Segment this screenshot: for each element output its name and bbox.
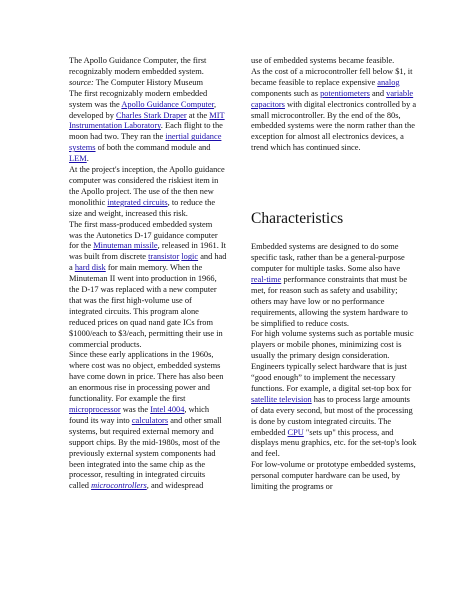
text: The first mass-produced embedded system was the Autonetics D-17 guidance computer for the — [69, 219, 218, 251]
link-hard-disk[interactable]: hard disk — [74, 263, 106, 273]
text: , to reduce the size and weight, increased this risk. — [69, 197, 216, 218]
text: The first recognizably modern embedded system was the — [69, 88, 208, 109]
text: As the cost of a microcontroller fell below $1, it became feasible to replace expensive — [251, 66, 413, 87]
link-potentiometers[interactable]: potentiometers — [320, 88, 370, 98]
link-intel-4004[interactable]: Intel 4004 — [150, 405, 185, 414]
right-column — [251, 56, 417, 493]
text: of both the command module and — [95, 143, 211, 153]
link-mit-instrumentation-laboratory[interactable]: MIT Instrumentation Laboratory — [69, 110, 225, 131]
text: use of embedded systems became feasible. — [251, 56, 395, 65]
spacer — [251, 154, 417, 210]
text: and other small systems, but required external memory and support chips. By the mid-1980s, most of the previously external system components had been integrated into the same chip as the processor, resulting in integrated circuits called — [69, 415, 222, 491]
text: with digital electronics controlled by a small microcontroller. By the end of the 80s, embedded systems were the norm rather than the exception for almost all electronics devices, a trend which has continued since. — [251, 99, 417, 153]
text: was the — [120, 405, 151, 414]
text: . Each flight to the moon had two. They ran the — [69, 121, 223, 142]
paragraph-low-volume — [251, 460, 417, 493]
link-calculators[interactable]: calculators — [131, 415, 169, 425]
text: has to process large amounts of data every second, but most of the processing is done by custom integrated circuits. The embedded — [251, 394, 413, 437]
link-minuteman-missile[interactable]: Minuteman missile — [93, 241, 158, 251]
link-cpu[interactable]: CPU — [287, 427, 304, 437]
paragraph-specific-task — [251, 242, 417, 329]
link-microcontrollers[interactable]: microcontrollers — [91, 481, 147, 491]
text: performance constraints that must be met, for reason such as safety and usability; others may have low or no performance requirements, allowing the system hardware to be simplified to reduce costs. — [251, 274, 408, 328]
text: for main memory. When the Minuteman II went into production in 1966, the D-17 was replaced with a new computer that was the first high-volume use of integrated circuits. This program alone reduced prices on quad nand gate ICs from $1000/each to $3/each, permitting their use in commercial products. — [69, 263, 223, 349]
paragraph-agc — [69, 89, 227, 165]
text: , developed by — [69, 99, 217, 120]
text: . — [86, 154, 89, 164]
paragraph-cost — [251, 67, 417, 154]
text: components such as — [251, 88, 321, 98]
spacer — [251, 228, 417, 242]
text: For high volume systems such as portable music players or mobile phones, minimizing cost is usually the primary design consideration. Engineers typically select hardware that is just “good enough” to implement the necessary functions. For example, a digital set-top box for — [251, 329, 414, 393]
link-real-time[interactable]: real-time — [251, 274, 282, 284]
text: For low-volume or prototype embedded systems, personal computer hardware can be used, by limiting the programs or — [251, 460, 416, 492]
text: , which found its way into — [69, 405, 210, 425]
text: at the — [186, 110, 210, 120]
link-inertial-guidance-systems[interactable]: inertial guidance systems — [69, 132, 222, 153]
link-lem[interactable]: LEM — [69, 154, 87, 164]
paragraph-feasible — [251, 56, 417, 67]
text: Embedded systems are designed to do some specific task, rather than be a general-purpose computer for multiple tasks. Some also have — [251, 242, 405, 273]
text: and had a — [69, 252, 227, 273]
text: , and widespread — [146, 481, 204, 491]
link-satellite-television[interactable]: satellite television — [251, 394, 312, 404]
paragraph-mass-produced — [69, 220, 227, 351]
link-apollo-guidance-computer[interactable]: Apollo Guidance Computer — [121, 99, 215, 109]
text: Since these early applications in the 1960s, where cost was no object, embedded systems have come down in price. There has also been an enormous rise in processing power and functionality. For example the first — [69, 350, 224, 404]
text: At the project's inception, the Apollo guidance computer was considered the riskiest item in the Apollo project. The use of the then new monolithic — [69, 165, 225, 207]
text: and — [369, 88, 387, 98]
text: "sets up" this process, and displays menu graphics, etc. for the set-top's look and feel. — [251, 427, 417, 459]
link-charles-stark-draper[interactable]: Charles Stark Draper — [115, 110, 187, 120]
left-column — [69, 56, 227, 492]
source-label: source: — [69, 77, 94, 87]
link-microprocessor[interactable]: microprocessor — [69, 405, 121, 414]
caption-text: The Apollo Guidance Computer, the first recognizably modern embedded system. — [69, 56, 207, 76]
link-logic[interactable]: logic — [181, 252, 199, 262]
source-text: The Computer History Museum — [93, 77, 203, 87]
section-heading-characteristics: Characteristics — [251, 210, 344, 228]
paragraph-inception — [69, 165, 227, 220]
paragraph-since-1960s — [69, 350, 227, 492]
link-transistor[interactable]: transistor — [148, 252, 180, 262]
link-variable-capacitors[interactable]: variable capacitors — [251, 88, 414, 109]
caption-paragraph — [69, 56, 227, 78]
text: , released in 1961. It was built from discrete — [69, 241, 226, 262]
source-paragraph — [69, 78, 227, 89]
link-integrated-circuits[interactable]: integrated circuits — [107, 197, 168, 207]
link-analog[interactable]: analog — [377, 77, 400, 87]
paragraph-high-volume — [251, 329, 417, 460]
